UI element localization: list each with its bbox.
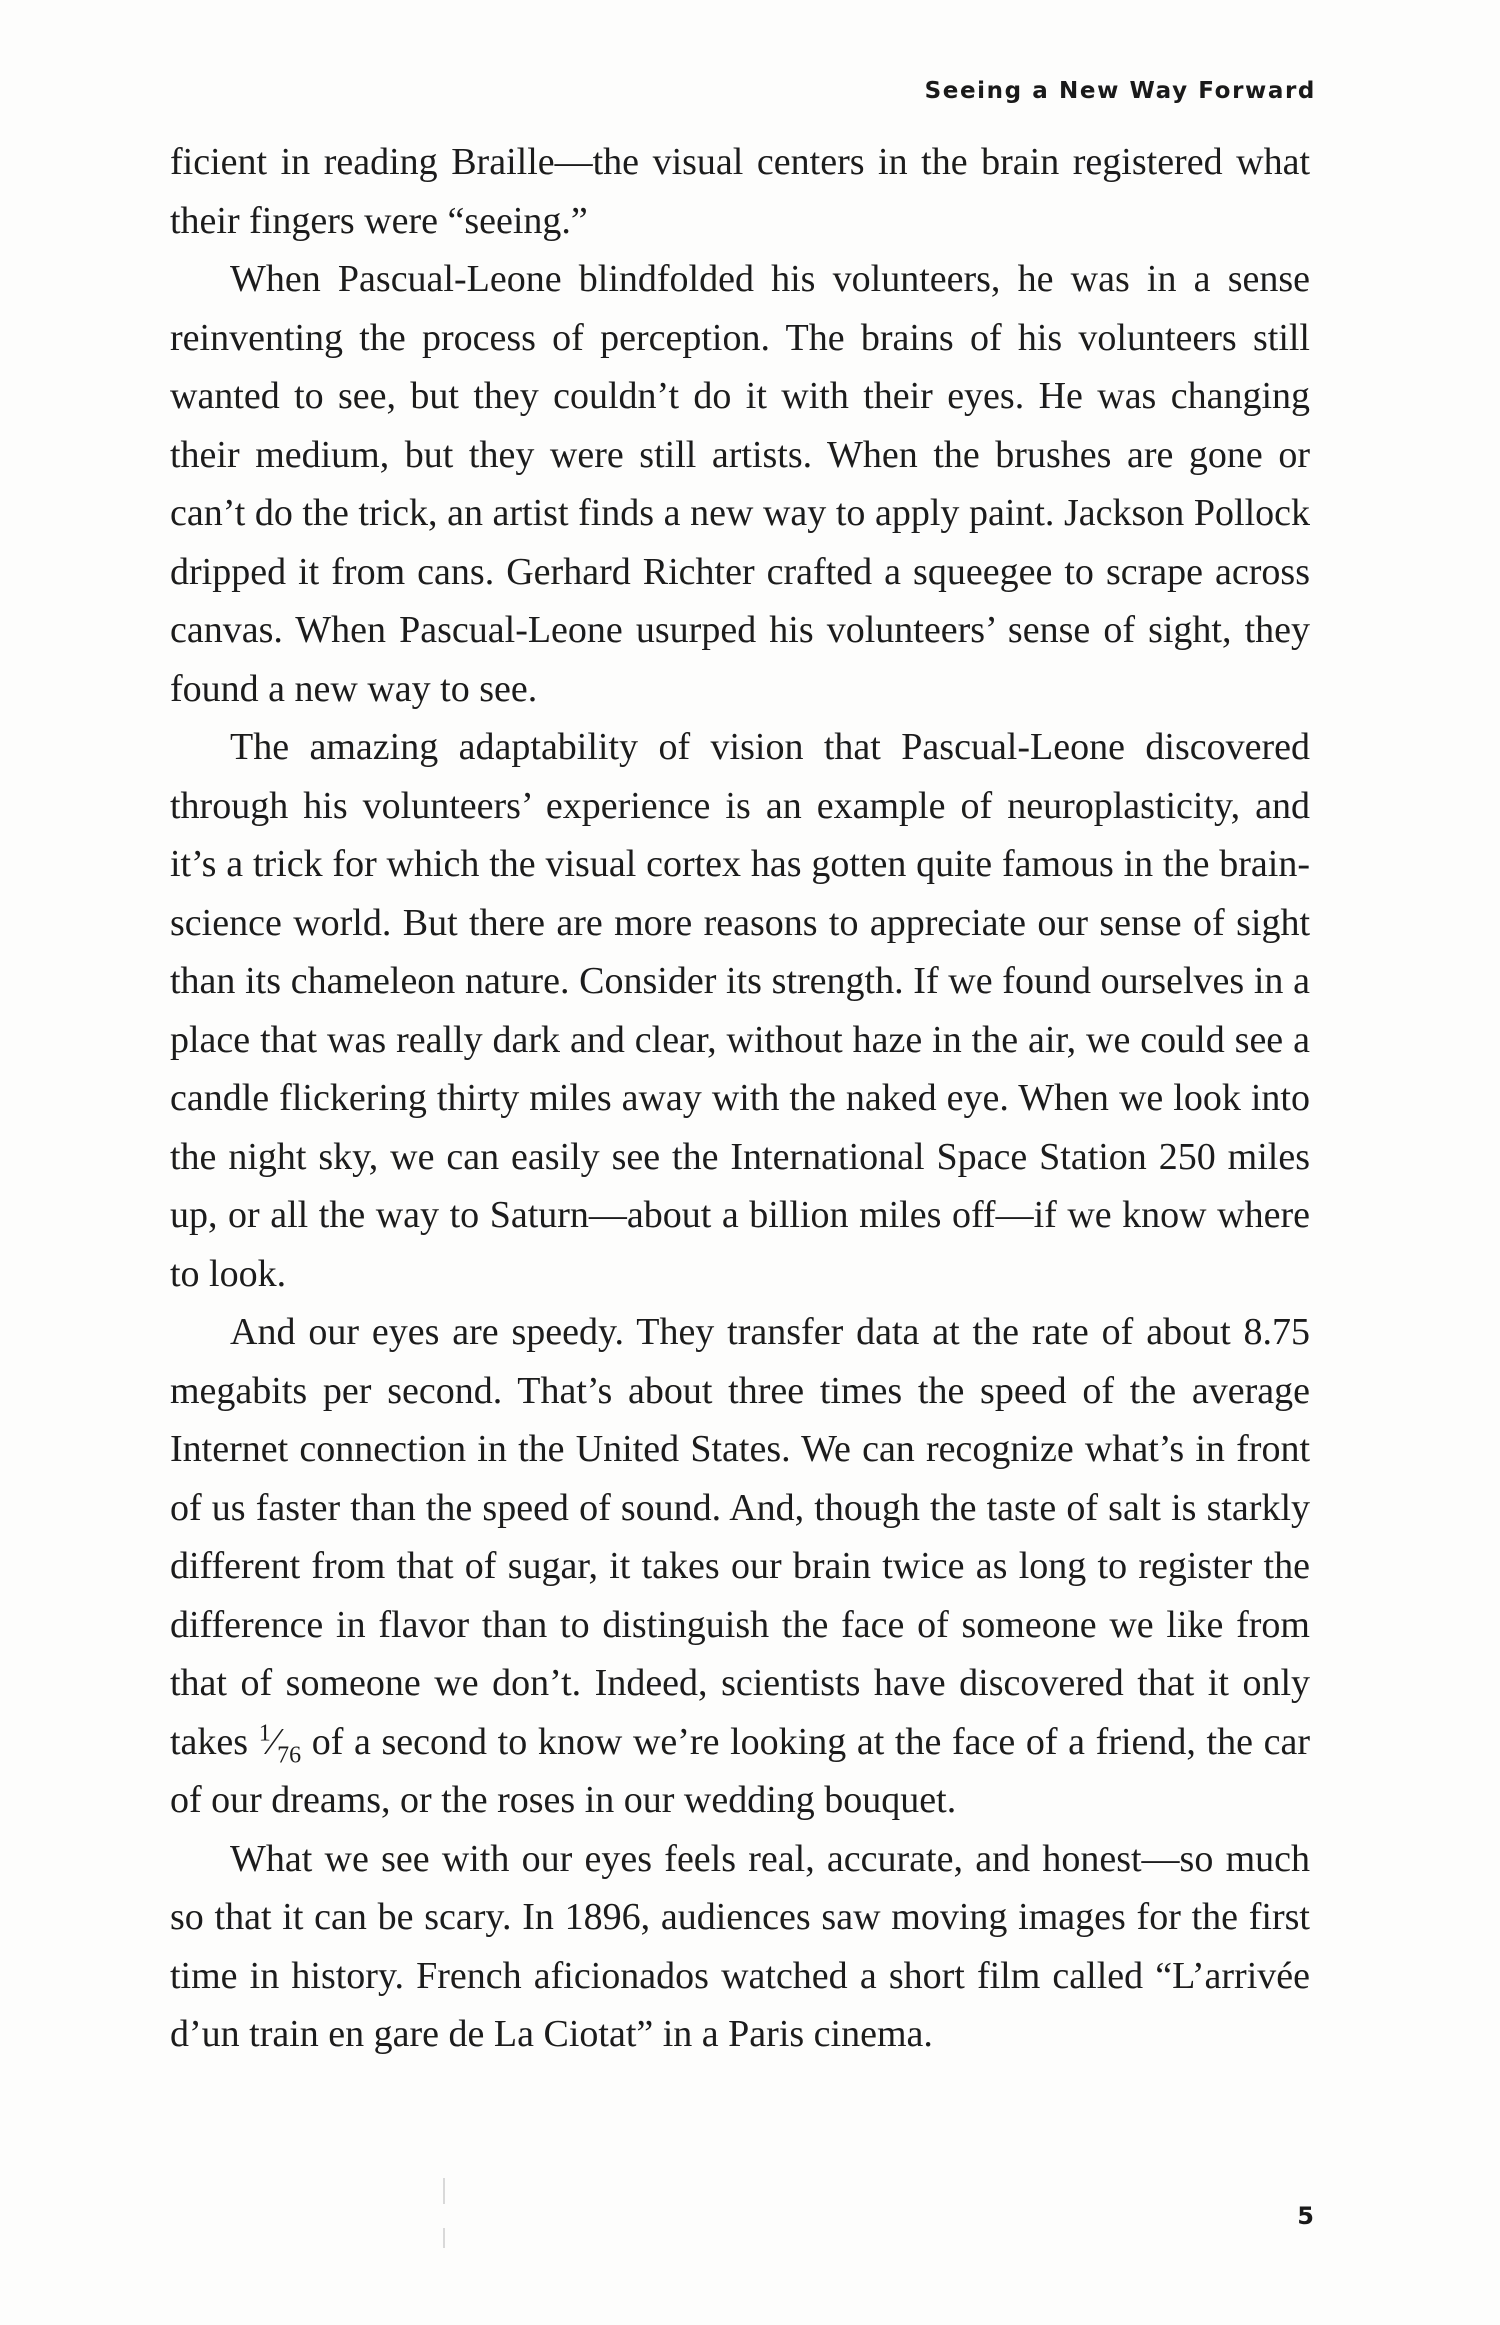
fraction-numerator: 1 <box>258 1719 271 1746</box>
fraction-denominator: 76 <box>277 1742 302 1769</box>
fraction: $^1⁄_{76}$ <box>258 1719 302 1769</box>
page-number: 5 <box>1297 2202 1314 2230</box>
body-text <box>170 133 1310 2064</box>
paragraph: When Pascual-Leone blindfolded his volunteers, he was in a sense reinventing the process of perception. The brains of his volunteers still wanted to see, but they couldn’t do it with their eyes. He was changing their medium, but they were still artists. When the brushes are gone or can’t do the trick, an artist finds a new way to apply paint. Jackson Pollock dripped it from cans. Gerhard Richter crafted a squeegee to scrape across canvas. When Pascual-Leone usurped his volunteers’ sense of sight, they found a new way to see. <box>170 258 1310 710</box>
paragraph: ficient in reading Braille—the visual centers in the brain registered what their fingers were “seeing.” <box>170 141 1310 242</box>
paragraph-text-after-fraction: of a second to know we’re looking at the face of a friend, the car of our dreams, or the roses in our wedding bouquet. <box>170 1720 1310 1821</box>
scan-artifact-mark <box>443 2228 445 2248</box>
paragraph: What we see with our eyes feels real, accurate, and honest—so much so that it can be scary. In 1896, audiences saw moving images for the first time in history. French aficionados watched a short film called “L’arrivée d’un train en gare de La Ciotat” in a Paris cinema. <box>170 1837 1310 2055</box>
paragraph-text-before-fraction: And our eyes are speedy. They transfer data at the rate of about 8.75 megabits per second. That’s about three times the speed of the average Internet connection in the United States. We can recognize what’s in front of us faster than the speed of sound. And, though the taste of salt is starkly different from that of sugar, it takes our brain twice as long to register the difference in flavor than to distinguish the face of someone we like from that of someone we don’t. Indeed, scientists have discovered that it only takes <box>170 1311 1310 1763</box>
paragraph: The amazing adaptability of vision that Pascual-Leone discovered through his volunteers’ experience is an example of neuroplasticity, and it’s a trick for which the visual cortex has gotten quite famous in the brain-science world. But there are more reasons to appreciate our sense of sight than its chameleon nature. Consider its strength. If we found ourselves in a place that was really dark and clear, without haze in the air, we could see a candle flickering thirty miles away with the naked eye. When we look into the night sky, we can easily see the International Space Station 250 miles up, or all the way to Saturn—about a billion miles off—if we know where to look. <box>170 726 1310 1295</box>
scan-artifact-mark <box>443 2178 445 2204</box>
paragraph <box>170 1303 1310 1830</box>
running-head: Seeing a New Way Forward <box>924 78 1316 104</box>
